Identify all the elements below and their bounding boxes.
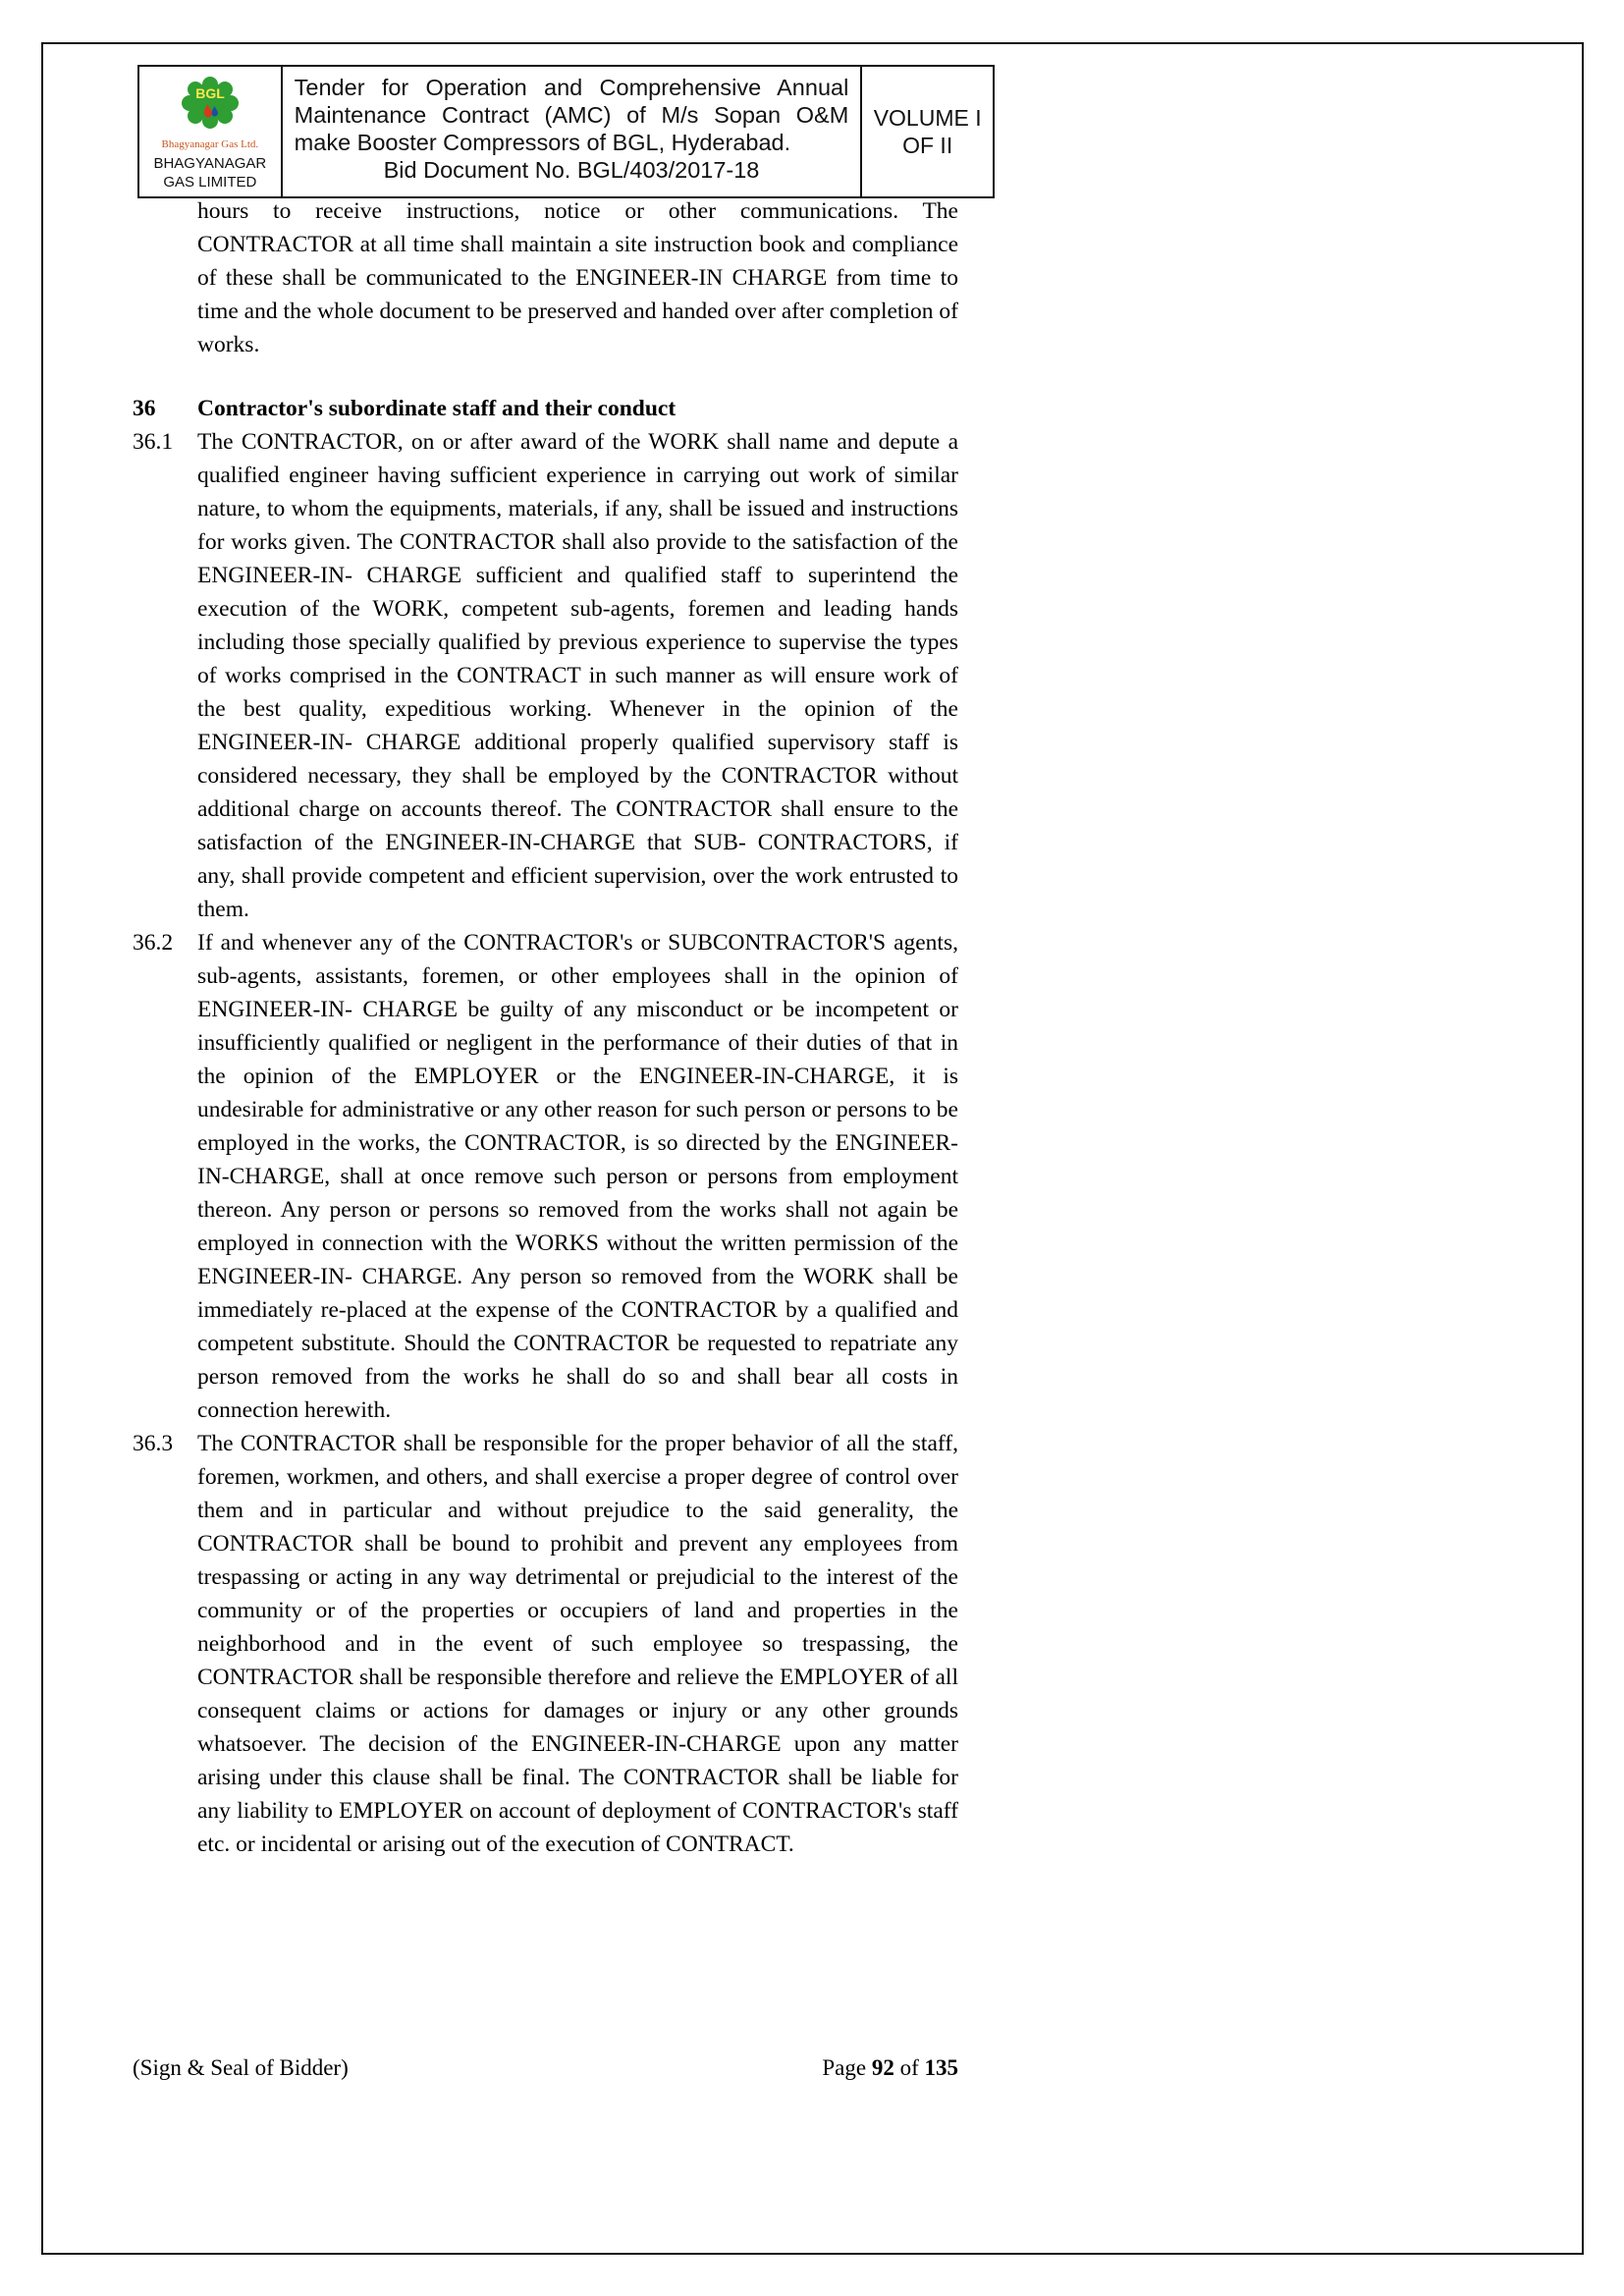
clause-text: The CONTRACTOR, on or after award of the WORK shall name and depute a qualified engineer having sufficient experience in carrying out work of similar nature, to whom the equipments, materials, if any, shall be issued and instructions for works given. The CONTRACTOR shall also provide to the satisfaction of the ENGINEER-IN- CHARGE sufficient and qualified staff to superintend the execution of the WORK, competent sub-agents, foremen and leading hands including those specially qualified by previous experience to supervise the types of works comprised in the CONTRACT in such manner as will ensure work of the best quality, expeditious working. Whenever in the opinion of the ENGINEER-IN- CHARGE additional properly qualified supervisory staff is considered necessary, they shall be employed by the CONTRACTOR without additional charge on accounts thereof. The CONTRACTOR shall ensure to the satisfaction of the ENGINEER-IN-CHARGE that SUB- CONTRACTORS, if any, shall provide competent and efficient supervision, over the work entrusted to them. xyxy=(197,429,958,922)
page-total: 135 xyxy=(924,2055,958,2080)
page-footer xyxy=(133,2054,958,2082)
volume-cell xyxy=(862,67,993,196)
of-word: of xyxy=(893,2055,925,2080)
clause-36-1 xyxy=(133,425,958,926)
page-current: 92 xyxy=(871,2055,894,2080)
clause-heading-text: Contractor's subordinate staff and their conduct xyxy=(197,396,677,421)
bid-document-number: Bid Document No. BGL/403/2017-18 xyxy=(383,157,760,183)
clause-number: 36.1 xyxy=(133,429,174,455)
bgl-logo-icon xyxy=(176,73,244,134)
document-body xyxy=(133,194,958,1861)
intro-paragraph: hours to receive instructions, notice or other communications. The CONTRACTOR at all time shall maintain a site instruction book and compliance of these shall be communicated to the ENGINEER-IN CHARGE from time to time and the whole document to be preserved and handed over after completion of works. xyxy=(197,198,958,357)
page-indicator xyxy=(822,2054,958,2082)
clause-36-heading xyxy=(133,392,958,425)
clause-number: 36.2 xyxy=(133,930,174,956)
tender-title: Tender for Operation and Comprehensive Annual Maintenance Contract (AMC) of M/s Sopan O&M make Booster Compressors of BGL, Hyderabad. xyxy=(294,75,849,155)
clause-text: The CONTRACTOR shall be responsible for the proper behavior of all the staff, foremen, workmen, and others, and shall exercise a proper degree of control over them and in particular and without prejudice to the said generality, the CONTRACTOR shall be bound to prohibit and prevent any employees from trespassing or acting in any way detrimental or prejudicial to the interest of the community or of the properties or occupiers of land and properties in the neighborhood and in the event of such employee so trespassing, the CONTRACTOR shall be responsible therefore and relieve the EMPLOYER of all consequent claims or actions for damages or injury or any other grounds whatsoever. The decision of the ENGINEER-IN-CHARGE upon any matter arising under this clause shall be final. The CONTRACTOR shall be liable for any liability to EMPLOYER on account of deployment of CONTRACTOR's staff etc. or incidental or arising out of the execution of CONTRACT. xyxy=(197,1431,958,1857)
logo-subtitle: Bhagyanagar Gas Ltd. xyxy=(161,138,259,150)
sign-seal-note: (Sign & Seal of Bidder) xyxy=(133,2055,349,2080)
clause-36-2 xyxy=(133,926,958,1427)
title-cell xyxy=(283,67,863,196)
bgl-logo-abbr: BGL xyxy=(195,85,225,101)
org-name: BHAGYANAGAR GAS LIMITED xyxy=(153,155,267,191)
clause-text: If and whenever any of the CONTRACTOR's or SUBCONTRACTOR'S agents, sub-agents, assistants, foremen, or other employees shall in the opinion of ENGINEER-IN- CHARGE be guilty of any misconduct or be incompetent or insufficiently qualified or negligent in the performance of their duties of that in the opinion of the EMPLOYER or the ENGINEER-IN-CHARGE, it is undesirable for administrative or any other reason for such person or persons to be employed in the works, the CONTRACTOR, is so directed by the ENGINEER-IN-CHARGE, shall at once remove such person or persons from employment thereon. Any person or persons so removed from the works shall not again be employed in connection with the WORKS without the written permission of the ENGINEER-IN- CHARGE. Any person so removed from the WORK shall be immediately re-placed at the expense of the CONTRACTOR by a qualified and competent substitute. Should the CONTRACTOR be requested to repatriate any person removed from the works he shall do so and shall bear all costs in connection herewith. xyxy=(197,930,958,1423)
clause-36-3 xyxy=(133,1427,958,1861)
page-word: Page xyxy=(822,2055,872,2080)
clause-number: 36 xyxy=(133,396,156,421)
header-table xyxy=(137,65,995,198)
volume-line-1: VOLUME I xyxy=(873,105,982,131)
volume-line-2: OF II xyxy=(902,133,953,158)
clause-number: 36.3 xyxy=(133,1431,174,1456)
logo-cell xyxy=(139,67,283,196)
